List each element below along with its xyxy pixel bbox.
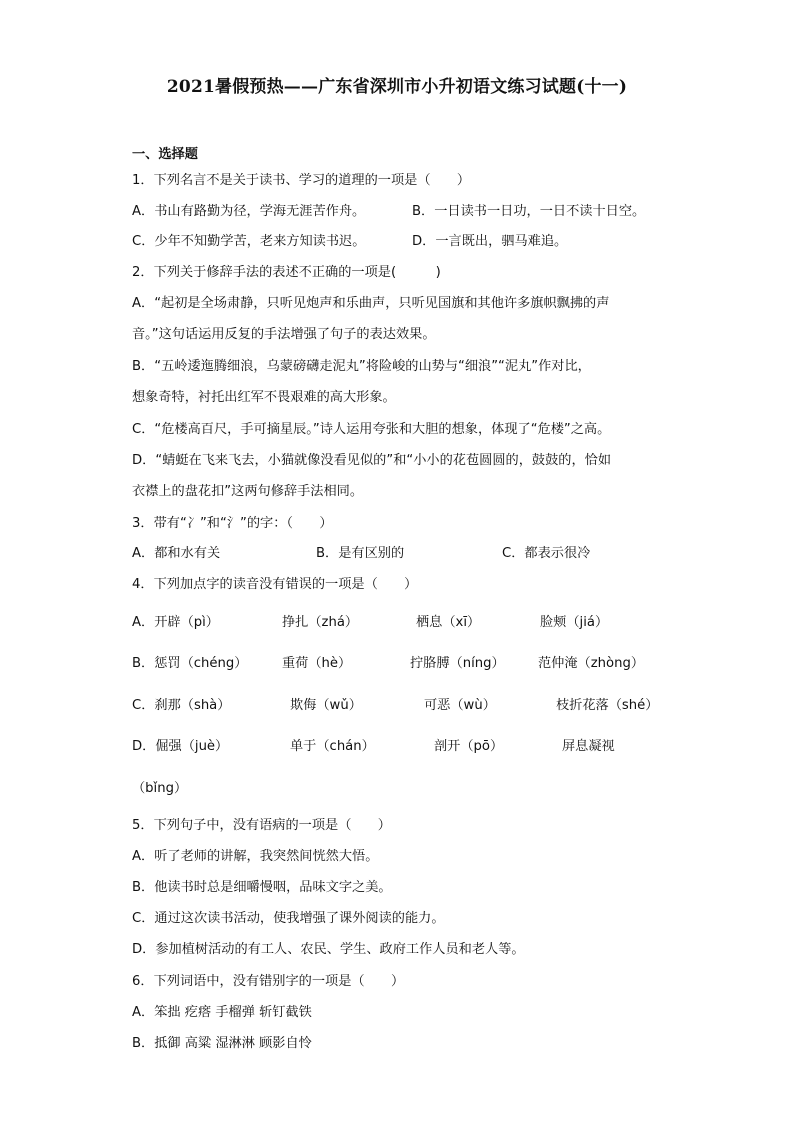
question-4-option-d-item: 单于（chán） <box>290 739 375 754</box>
question-5-option-d: D．参加植树活动的有工人、农民、学生、政府工作人员和老人等。 <box>132 942 525 957</box>
question-2-option-a-line2: 音。”这句话运用反复的手法增强了句子的表达效果。 <box>132 327 436 342</box>
question-1-option-a: A．书山有路勤为径，学海无涯苦作舟。 <box>132 204 366 219</box>
question-1-option-b: B．一日读书一日功，一日不读十日空。 <box>412 204 646 219</box>
question-2-stem: 2．下列关于修辞手法的表述不正确的一项是( ) <box>132 265 441 280</box>
question-1-option-c: C．少年不知勤学苦，老来方知读书迟。 <box>132 234 366 249</box>
question-4-option-a-item: 栖息（xī） <box>416 615 481 630</box>
question-3-stem: 3．带有“冫”和“氵”的字：（ ） <box>132 516 333 531</box>
question-4-option-b-item: 范仲淹（zhòng） <box>538 656 645 671</box>
question-2-option-a-line1: A．“起初是全场肃静，只听见炮声和乐曲声，只听见国旗和其他许多旗帜飘拂的声 <box>132 296 610 311</box>
question-4-option-d-wrap: （bǐng） <box>132 781 188 796</box>
page-title: 2021暑假预热——广东省深圳市小升初语文练习试题(十一) <box>166 77 628 97</box>
question-4-option-a-item: 挣扎（zhá） <box>282 615 359 630</box>
question-4-stem: 4．下列加点字的读音没有错误的一项是（ ） <box>132 577 418 592</box>
question-2-option-b-line1: B．“五岭逶迤腾细浪，乌蒙磅礴走泥丸”将险峻的山势与“细浪”“泥丸”作对比， <box>132 359 591 374</box>
question-4-option-c-item: 枝折花落（shé） <box>556 698 659 713</box>
question-4-option-b-item: B．惩罚（chéng） <box>132 656 248 671</box>
question-4-option-b-item: 重荷（hè） <box>282 656 352 671</box>
question-5-option-a: A．听了老师的讲解，我突然间恍然大悟。 <box>132 849 379 864</box>
section-heading: 一、选择题 <box>132 147 198 162</box>
question-5-option-b: B．他读书时总是细嚼慢咽，品味文字之美。 <box>132 880 392 895</box>
question-4-option-c-item: 可恶（wù） <box>424 698 496 713</box>
question-1-option-d: D．一言既出，驷马难追。 <box>412 234 568 249</box>
question-3-option-c: C．都表示很冷 <box>502 546 591 561</box>
question-4-option-d-item: D．倔强（juè） <box>132 739 229 754</box>
question-3-option-a: A．都和水有关 <box>132 546 221 561</box>
question-4-option-c-item: 欺侮（wǔ） <box>290 698 362 713</box>
question-4-option-a-item: 脸颊（jiá） <box>540 615 609 630</box>
question-4-option-a-item: A．开辟（pì） <box>132 615 219 630</box>
question-2-option-c: C．“危楼高百尺，手可摘星辰。”诗人运用夸张和大胆的想象，体现了“危楼”之高。 <box>132 422 611 437</box>
question-1-stem: 1．下列名言不是关于读书、学习的道理的一项是（ ） <box>132 173 471 188</box>
question-2-option-d-line1: D．“蜻蜓在飞来飞去，小猫就像没看见似的”和“小小的花苞圆圆的，鼓鼓的，恰如 <box>132 453 612 468</box>
question-6-option-a: A．笨拙 疙瘩 手榴弹 斩钉截铁 <box>132 1005 312 1020</box>
question-4-option-c-item: C．刹那（shà） <box>132 698 231 713</box>
question-5-stem: 5．下列句子中，没有语病的一项是（ ） <box>132 818 391 833</box>
question-4-option-d-item: 屏息凝视 <box>562 739 615 754</box>
question-4-option-b-item: 拧胳膊（níng） <box>410 656 505 671</box>
question-6-stem: 6．下列词语中，没有错别字的一项是（ ） <box>132 974 405 989</box>
question-2-option-b-line2: 想象奇特，衬托出红军不畏艰难的高大形象。 <box>132 390 396 405</box>
question-3-option-b: B．是有区别的 <box>316 546 405 561</box>
question-2-option-d-line2: 衣襟上的盘花扣”这两句修辞手法相同。 <box>132 484 364 499</box>
question-5-option-c: C．通过这次读书活动，使我增强了课外阅读的能力。 <box>132 911 445 926</box>
question-6-option-b: B．抵御 高粱 湿淋淋 顾影自怜 <box>132 1036 312 1051</box>
question-4-option-d-item: 剖开（pō） <box>434 739 504 754</box>
